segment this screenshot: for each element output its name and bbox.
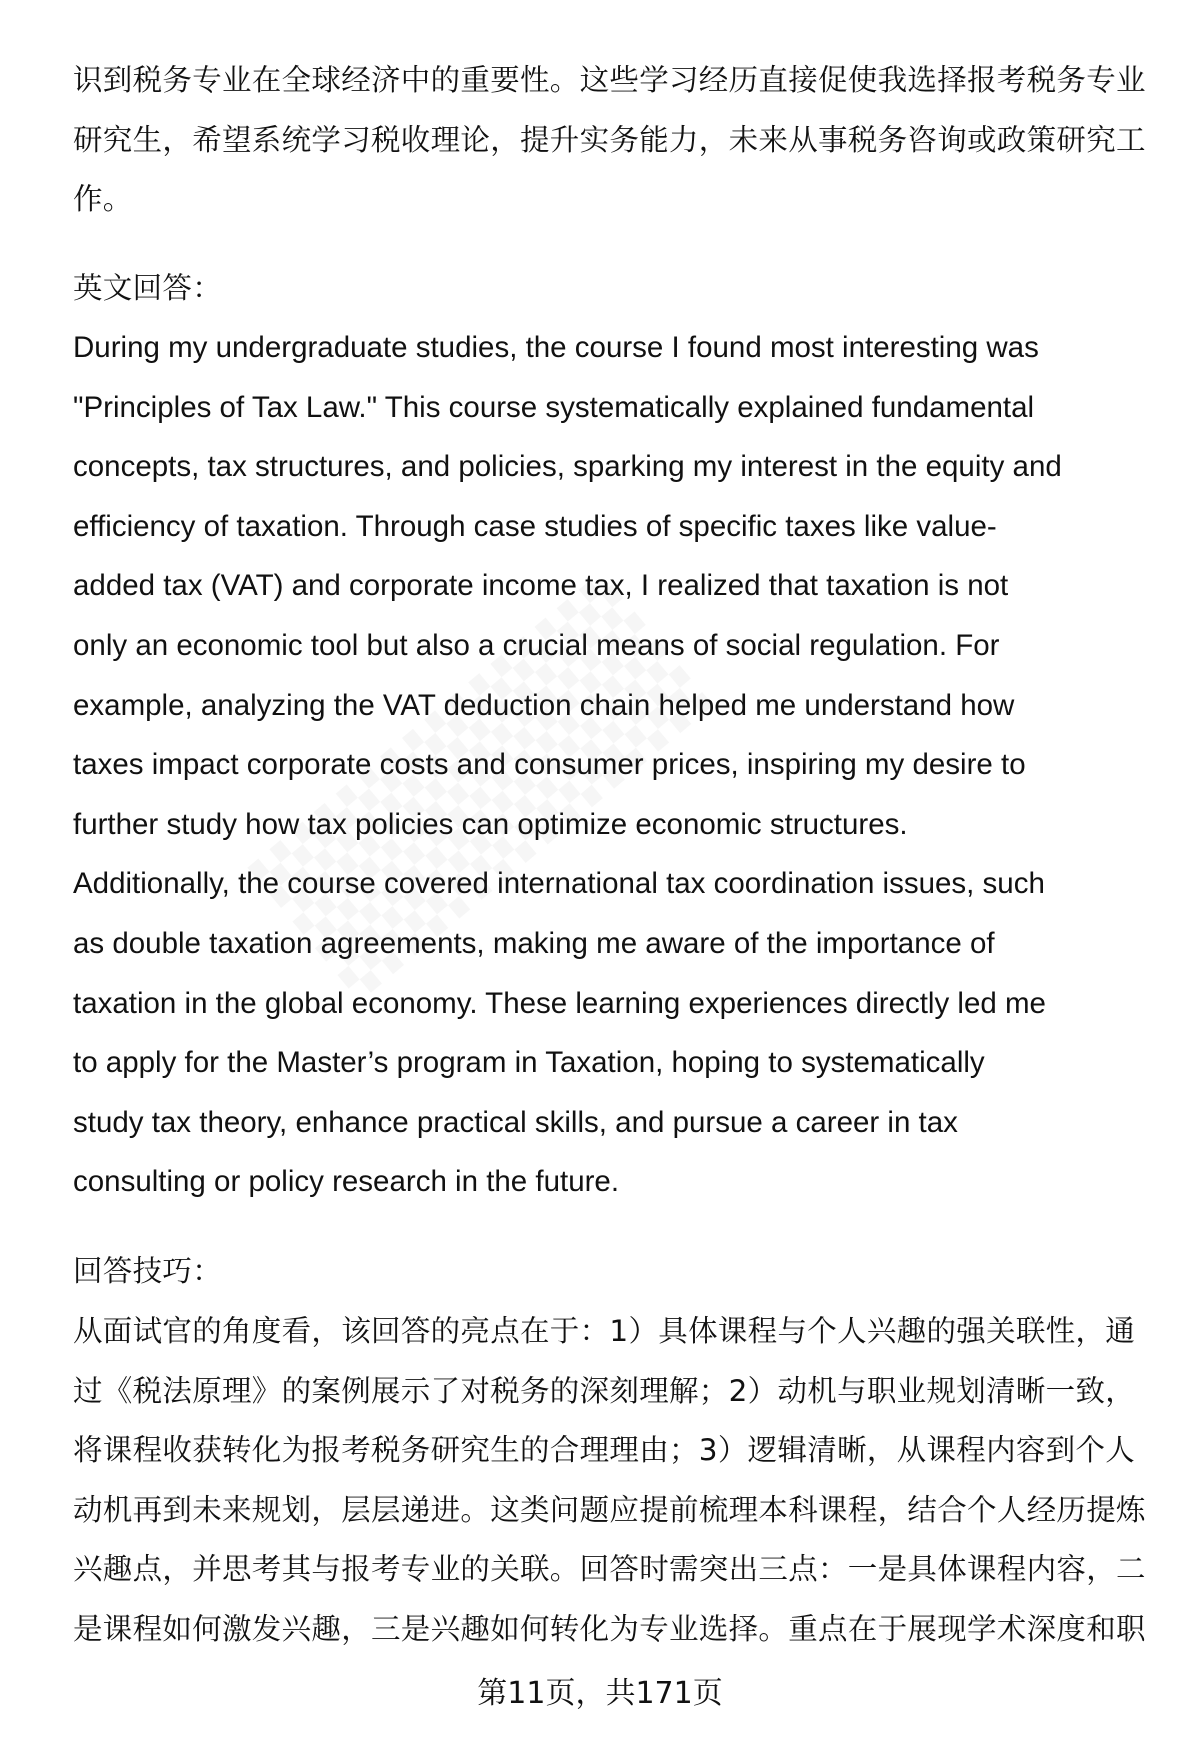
page-number: 第11页，共171页 [477,1676,723,1711]
english-answer-line: only an economic tool but also a crucial means of social regulation. For [73,629,1000,662]
english-answer-line: further study how tax policies can optimize economic structures. [73,807,908,841]
english-answer-line: efficiency of taxation. Through case studies of specific taxes like value- [73,509,997,543]
tips-line: 过《税法原理》的案例展示了对税务的深刻理解；2）动机与职业规划清晰一致， [73,1373,1136,1408]
english-answer-line: During my undergraduate studies, the course I found most interesting was [73,331,1039,364]
english-answer-line: as double taxation agreements, making me aware of the importance of [73,927,995,960]
english-answer-heading: 英文回答： [73,271,223,305]
intro-line: 识到税务专业在全球经济中的重要性。这些学习经历直接促使我选择报考税务专业 [73,63,1146,97]
english-answer-line: taxation in the global economy. These learning experiences directly led me [73,986,1046,1020]
english-answer-line: concepts, tax structures, and policies, sparking my interest in the equity and [73,450,1062,484]
english-answer-line: Additionally, the course covered international tax coordination issues, such [73,867,1045,901]
english-answer-line: added tax (VAT) and corporate income tax, I realized that taxation is not [73,569,1009,603]
english-answer-line: consulting or policy research in the future. [73,1165,620,1199]
intro-line: 研究生，希望系统学习税收理论，提升实务能力，未来从事税务咨询或政策研究工 [73,122,1146,157]
english-answer-line: to apply for the Master’s program in Taxation, hoping to systematically [73,1046,985,1080]
tips-line: 是课程如何激发兴趣，三是兴趣如何转化为专业选择。重点在于展现学术深度和职 [73,1612,1146,1646]
intro-line: 作。 [73,182,133,217]
tips-line: 兴趣点，并思考其与报考专业的关联。回答时需突出三点：一是具体课程内容，二 [73,1552,1146,1587]
english-answer-line: example, analyzing the VAT deduction chain helped me understand how [73,688,1015,722]
english-answer-line: taxes impact corporate costs and consumer prices, inspiring my desire to [73,748,1026,782]
tips-line: 将课程收获转化为报考税务研究生的合理理由；3）逻辑清晰，从课程内容到个人 [73,1433,1136,1468]
english-answer-line: "Principles of Tax Law." This course systematically explained fundamental [73,390,1035,424]
tips-line: 从面试官的角度看，该回答的亮点在于：1）具体课程与个人兴趣的强关联性，通 [73,1314,1136,1348]
english-answer-line: study tax theory, enhance practical skills, and pursue a career in tax [73,1105,958,1139]
tips-heading: 回答技巧： [73,1254,223,1288]
tips-line: 动机再到未来规划，层层递进。这类问题应提前梳理本科课程，结合个人经历提炼 [73,1492,1146,1527]
